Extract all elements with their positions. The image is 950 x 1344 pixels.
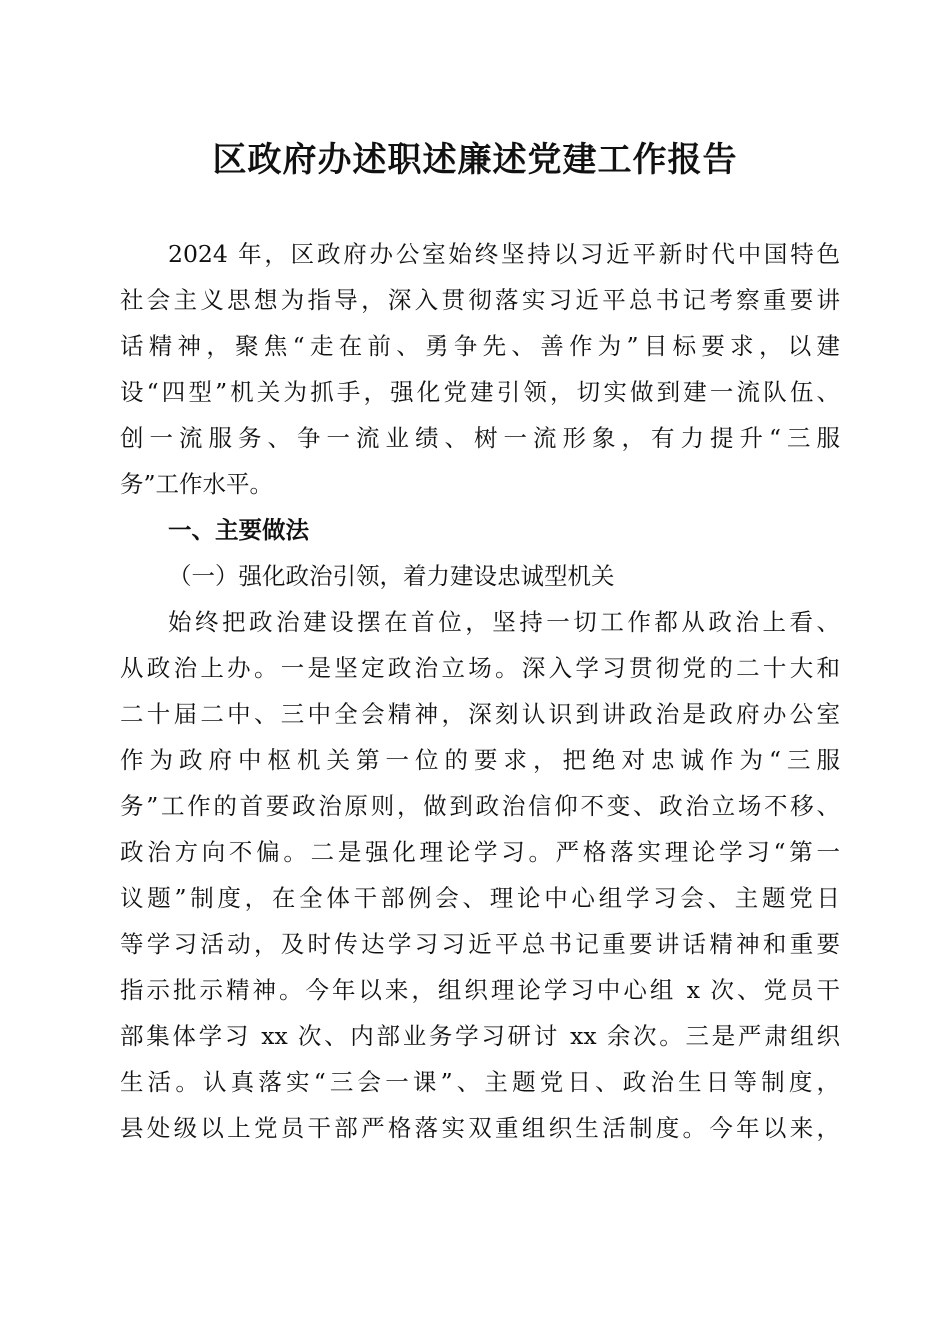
intro-line: 社会主义思想为指导，深入贯彻落实习近平总书记考察重要讲 <box>120 286 840 314</box>
body-line: 部集体学习 xx 次、内部业务学习研讨 xx 余次。三是严肃组织 <box>120 1022 840 1050</box>
body-line: 作为政府中枢机关第一位的要求，把绝对忠诚作为“三服 <box>120 746 840 774</box>
body-line: 县处级以上党员干部严格落实双重组织生活制度。今年以来， <box>120 1114 840 1142</box>
body-line: 等学习活动，及时传达学习习近平总书记重要讲话精神和重要 <box>120 930 840 958</box>
body-line: 政治方向不偏。二是强化理论学习。严格落实理论学习“第一 <box>120 838 840 866</box>
body-line: 指示批示精神。今年以来，组织理论学习中心组 x 次、党员干 <box>120 976 840 1004</box>
section-heading: 一、主要做法 <box>168 516 309 544</box>
body-line: 始终把政治建设摆在首位，坚持一切工作都从政治上看、 <box>168 608 840 636</box>
intro-line: 设“四型”机关为抓手，强化党建引领，切实做到建一流队伍、 <box>120 378 840 406</box>
intro-line: 创一流服务、争一流业绩、树一流形象，有力提升“三服 <box>120 424 840 452</box>
body-line: 从政治上办。一是坚定政治立场。深入学习贯彻党的二十大和 <box>120 654 840 682</box>
subsection-heading: （一）强化政治引领，着力建设忠诚型机关 <box>168 562 615 590</box>
intro-line: 务”工作水平。 <box>120 470 274 498</box>
document-title: 区政府办述职述廉述党建工作报告 <box>212 140 738 180</box>
body-line: 务”工作的首要政治原则，做到政治信仰不变、政治立场不移、 <box>120 792 840 820</box>
body-line: 议题”制度，在全体干部例会、理论中心组学习会、主题党日 <box>120 884 840 912</box>
intro-line: 2024 年，区政府办公室始终坚持以习近平新时代中国特色 <box>168 240 840 268</box>
intro-line: 话精神，聚焦“走在前、勇争先、善作为”目标要求，以建 <box>120 332 840 360</box>
body-line: 生活。认真落实“三会一课”、主题党日、政治生日等制度， <box>120 1068 840 1096</box>
body-line: 二十届二中、三中全会精神，深刻认识到讲政治是政府办公室 <box>120 700 840 728</box>
